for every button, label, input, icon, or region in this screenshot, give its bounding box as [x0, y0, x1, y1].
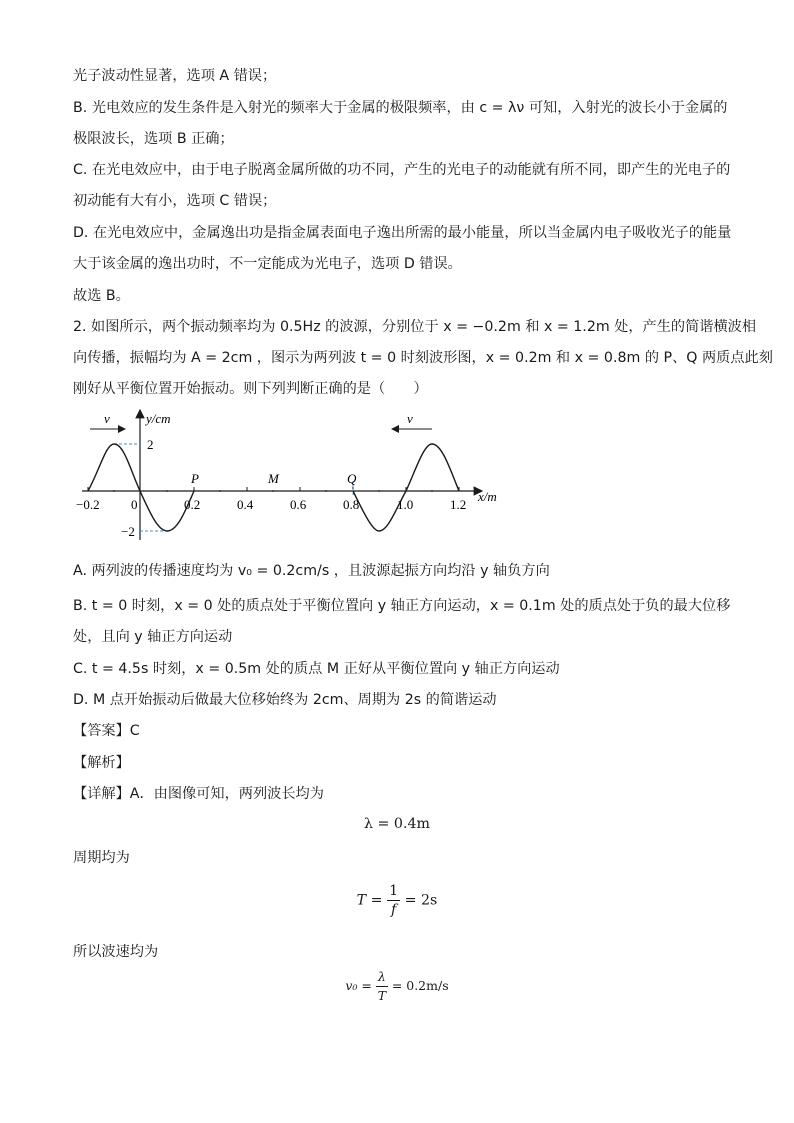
x-tick-label: 1.2: [450, 497, 467, 512]
question-text: 向传播，振幅均为 A = 2cm ，图示为两列波 t = 0 时刻波形图，x = 0.2m 和 x = 0.8m 的 P、Q 两质点此刻: [73, 350, 773, 366]
text-line: 故选 B。: [73, 288, 130, 304]
speed-rhs: = 0.2m/s: [391, 978, 449, 993]
point-label-q: Q: [347, 471, 357, 486]
period-rhs: = 2s: [404, 892, 438, 909]
x-tick-label: −0.2: [76, 497, 100, 512]
period-fraction: [387, 882, 400, 919]
period-equation: [0, 882, 794, 919]
left-wave: [88, 444, 194, 531]
analysis-label: 【解析】: [73, 755, 130, 771]
option-c: C. t = 4.5s 时刻，x = 0.5m 处的质点 M 正好从平衡位置向 y 轴正方向运动: [73, 661, 560, 677]
y-tick-label: 2: [147, 437, 154, 452]
point-label-p: P: [191, 471, 199, 486]
option-a: A. 两列波的传播速度均为 v₀ = 0.2cm/s ，且波源起振方向均沿 y 轴负方向: [73, 563, 550, 579]
x-tick-label: 1.0: [397, 497, 414, 512]
x-tick-label: 0.6: [290, 497, 307, 512]
question-text: 刚好从平衡位置开始振动。则下列判断正确的是（ ）: [73, 381, 428, 397]
x-tick-label: 0.8: [343, 497, 360, 512]
question-text: 2. 如图所示，两个振动频率均为 0.5Hz 的波源，分别位于 x = −0.2m 和 x = 1.2m 处，产生的简谐横波相: [73, 319, 757, 335]
speed-intro: 所以波速均为: [73, 944, 159, 960]
point-label-m: M: [268, 471, 279, 486]
wavelength-equation: λ = 0.4m: [364, 816, 430, 832]
text-line: 初动能有大有小，选项 C 错误；: [73, 193, 277, 209]
period-intro: 周期均为: [73, 850, 130, 866]
speed-lhs: v₀ =: [345, 978, 372, 993]
x-axis-label: x/m: [478, 489, 497, 504]
text-line: B. 光电效应的发生条件是入射光的频率大于金属的极限频率，由 c = λν 可知，入射光的波长小于金属的: [73, 100, 728, 116]
text-line: 极限波长，选项 B 正确；: [73, 131, 234, 147]
speed-numerator: λ: [376, 968, 388, 987]
x-tick-label: 0: [131, 497, 138, 512]
text-line: 光子波动性显著，选项 A 错误；: [73, 68, 277, 84]
text-line: 大于该金属的逸出功时，不一定能成为光电子，选项 D 错误。: [73, 256, 462, 272]
detail-text: 【详解】A．由图像可知，两列波长均为: [73, 786, 324, 802]
option-d: D. M 点开始振动后做最大位移始终为 2cm、周期为 2s 的简谐运动: [73, 692, 497, 708]
text-line: D. 在光电效应中，金属逸出功是指金属表面电子逸出所需的最小能量，所以当金属内电子吸收光子的能量: [73, 225, 732, 241]
answer-label: 【答案】C: [73, 723, 140, 739]
period-lhs: T =: [356, 892, 383, 909]
option-b: B. t = 0 时刻，x = 0 处的质点处于平衡位置向 y 轴正方向运动，x = 0.1m 处的质点处于负的最大位移: [73, 598, 731, 614]
right-velocity-label: v: [407, 411, 413, 426]
wave-figure: [70, 405, 510, 550]
y-axis-label: y/cm: [146, 411, 171, 426]
speed-fraction: [376, 968, 388, 1005]
y-tick-label: −2: [121, 524, 135, 539]
left-velocity-label: v: [104, 411, 110, 426]
period-denominator: f: [390, 902, 397, 918]
speed-denominator: T: [377, 988, 387, 1003]
speed-equation: [0, 968, 794, 1005]
x-tick-label: 0.2: [184, 497, 201, 512]
option-b: 处，且向 y 轴正方向运动: [73, 629, 233, 645]
period-numerator: 1: [389, 883, 399, 899]
text-line: C. 在光电效应中，由于电子脱离金属所做的功不同，产生的光电子的动能就有所不同，即产生的光电子的: [73, 162, 731, 178]
x-tick-label: 0.4: [237, 497, 254, 512]
